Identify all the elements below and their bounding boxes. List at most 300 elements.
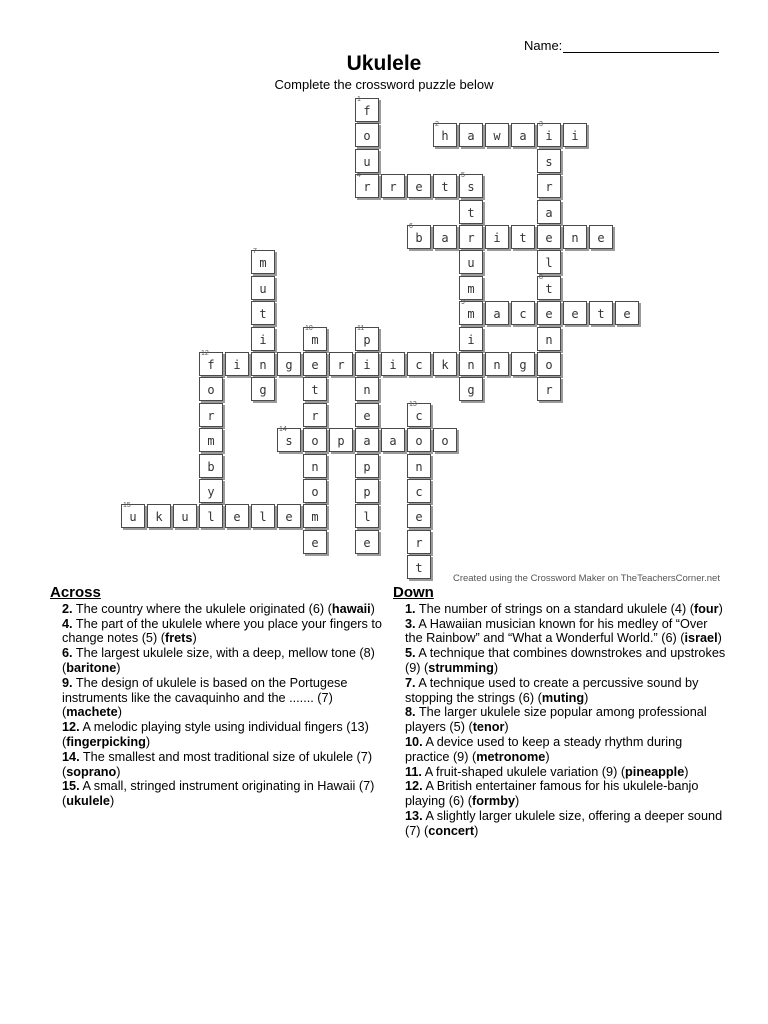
cell-letter: t <box>415 561 423 576</box>
crossword-cell[interactable] <box>355 530 379 554</box>
cell-letter: e <box>571 307 579 322</box>
clue-answer: baritone <box>66 660 117 675</box>
cell-letter: e <box>415 510 423 525</box>
down-clues <box>393 586 728 839</box>
cell-letter: l <box>259 510 267 525</box>
crossword-cell[interactable] <box>277 504 301 528</box>
clue-item <box>50 602 385 617</box>
cell-letter: l <box>545 256 553 271</box>
clue-item <box>393 765 728 780</box>
clue-number-label: 7 <box>253 248 257 256</box>
clue-close-paren: ) <box>515 794 520 809</box>
crossword-cell[interactable] <box>303 530 327 554</box>
cell-letter: t <box>519 231 527 245</box>
clue-number: 11. <box>405 764 422 779</box>
cell-letter: g <box>467 383 475 398</box>
cell-letter: c <box>415 358 423 372</box>
crossword-cell[interactable] <box>407 479 431 503</box>
crossword-cell[interactable] <box>277 352 301 376</box>
cell-letter: t <box>467 205 475 220</box>
cell-letter: t <box>597 307 605 322</box>
crossword-cell[interactable] <box>537 200 561 224</box>
clue-number: 6. <box>62 646 73 661</box>
clue-text: The design of ukulele is based on the Portugese instruments like the cavaquinho and the ....... (7) ( <box>62 675 348 720</box>
crossword-cell[interactable] <box>199 504 223 528</box>
clue-item <box>393 617 728 647</box>
clue-close-paren: ) <box>584 690 589 705</box>
crossword-cell[interactable] <box>303 479 327 503</box>
cell-letter: a <box>545 205 553 220</box>
cell-letter: r <box>337 358 345 372</box>
crossword-cell[interactable] <box>615 301 639 325</box>
cell-letter: g <box>285 358 293 372</box>
clue-number-label: 2 <box>435 121 439 129</box>
cell-letter: o <box>415 434 423 449</box>
clue-text: The country where the ukulele originated (6) ( <box>72 601 332 616</box>
clue-number: 12. <box>405 779 423 794</box>
clue-item <box>393 779 728 809</box>
crossword-cell[interactable] <box>381 174 405 198</box>
crossword-cell[interactable] <box>485 352 509 376</box>
crossword-cell[interactable] <box>537 123 561 147</box>
crossword-cell[interactable] <box>303 324 327 351</box>
clue-item <box>393 646 728 676</box>
crossword-cell[interactable] <box>485 123 509 147</box>
crossword-cell[interactable] <box>459 301 483 325</box>
page-title: Ukulele <box>346 52 422 75</box>
crossword-cell[interactable] <box>537 149 561 173</box>
clue-answer: machete <box>66 705 118 720</box>
cell-letter: o <box>545 358 553 372</box>
cell-letter: a <box>493 307 501 322</box>
crossword-cell[interactable] <box>251 327 275 351</box>
cell-letter: e <box>285 510 293 525</box>
crossword-cell[interactable] <box>407 530 431 554</box>
cell-letter: p <box>337 434 345 449</box>
crossword-cell[interactable] <box>433 123 457 147</box>
cell-letter: e <box>545 231 553 245</box>
clue-answer: frets <box>164 631 193 646</box>
cell-letter: n <box>259 358 267 372</box>
clue-answer: metronome <box>476 749 546 764</box>
cell-letter: m <box>207 434 215 449</box>
cell-letter: o <box>311 485 319 499</box>
cell-letter: h <box>441 129 449 144</box>
cell-letter: o <box>363 129 371 144</box>
clue-answer: ukulele <box>66 794 110 809</box>
cell-letter: r <box>545 383 553 398</box>
crossword-cell[interactable] <box>355 428 379 452</box>
clue-answer: pineapple <box>625 764 685 779</box>
cell-letter: e <box>363 408 371 423</box>
cell-letter: n <box>545 332 553 347</box>
clue-text: A technique that combines downstrokes and upstrokes (9) ( <box>405 646 726 675</box>
clue-number-label: 8 <box>539 273 543 281</box>
cell-letter: e <box>311 535 319 550</box>
clue-number-label: 15 <box>123 502 131 510</box>
crossword-cell[interactable] <box>355 403 379 427</box>
clue-item <box>393 676 728 706</box>
cell-letter: n <box>415 459 423 474</box>
clue-text: A slightly larger ukulele size, offering a deeper sound (7) ( <box>405 808 723 838</box>
cell-letter: m <box>259 256 267 271</box>
clue-text: A melodic playing style using individual fingers (13) ( <box>62 720 369 749</box>
crossword-cell[interactable] <box>537 327 561 351</box>
crossword-cell[interactable] <box>355 352 379 376</box>
cell-letter: a <box>363 434 371 449</box>
clue-item <box>50 617 385 647</box>
crossword-cell[interactable] <box>485 225 509 249</box>
crossword-cell[interactable] <box>199 352 223 376</box>
crossword-cell[interactable] <box>407 504 431 528</box>
crossword-cell[interactable] <box>407 555 431 579</box>
cell-letter: i <box>545 129 553 144</box>
crossword-cell[interactable] <box>355 504 379 528</box>
crossword-cell[interactable] <box>537 174 561 198</box>
clue-text: A fruit-shaped ukulele variation (9) ( <box>421 764 626 779</box>
clue-close-paren: ) <box>109 794 115 809</box>
clue-answer: soprano <box>66 764 117 779</box>
cell-letter: e <box>415 180 423 195</box>
clue-item <box>393 705 728 735</box>
crossword-cell[interactable] <box>589 301 613 325</box>
crossword-cell[interactable] <box>563 225 587 249</box>
crossword-cell[interactable] <box>459 327 483 351</box>
crossword-cell[interactable] <box>511 301 535 325</box>
across-clues <box>50 586 385 809</box>
cell-letter: i <box>363 358 371 372</box>
cell-letter: u <box>363 154 371 169</box>
crossword-cell[interactable] <box>459 225 483 249</box>
crossword-cell[interactable] <box>459 174 483 198</box>
clue-text: The part of the ukulele where you place your fingers to change notes (5) ( <box>62 616 382 646</box>
clue-number-label: 10 <box>305 324 313 332</box>
cell-letter: r <box>545 180 553 195</box>
clue-number: 5. <box>405 646 416 661</box>
cell-letter: a <box>441 231 449 245</box>
clue-item <box>393 735 728 765</box>
cell-letter: m <box>467 281 475 296</box>
crossword-cell[interactable] <box>537 273 561 300</box>
crossword-cell[interactable] <box>303 504 327 528</box>
clue-number-label: 12 <box>201 350 209 357</box>
cell-letter: b <box>415 231 423 245</box>
cell-letter: r <box>389 180 397 195</box>
name-label: Name: <box>524 38 563 53</box>
clue-number: 13. <box>405 808 423 823</box>
clue-answer: fingerpicking <box>66 734 146 749</box>
cell-letter: i <box>259 332 267 347</box>
crossword-cell[interactable] <box>329 352 353 376</box>
crossword-cell[interactable] <box>537 225 561 249</box>
clue-answer: israel <box>684 631 718 646</box>
clue-number-label: 14 <box>279 426 287 434</box>
clue-close-paren: ) <box>116 764 121 779</box>
cell-letter: o <box>311 434 319 449</box>
crossword-cell[interactable] <box>433 225 457 249</box>
crossword-cell[interactable] <box>355 123 379 147</box>
crossword-cell[interactable] <box>511 225 535 249</box>
crossword-cell[interactable] <box>511 352 535 376</box>
clue-close-paren: ) <box>718 601 723 616</box>
cell-letter: p <box>363 459 371 474</box>
clue-number-label: 4 <box>357 172 361 180</box>
clue-answer: tenor <box>472 720 505 735</box>
clue-number-label: 11 <box>357 324 365 332</box>
cell-letter: m <box>467 307 475 322</box>
crossword-cell[interactable] <box>251 250 275 274</box>
crossword-cell[interactable] <box>537 301 561 325</box>
cell-letter: i <box>467 332 475 347</box>
cell-letter: u <box>129 510 137 525</box>
clue-item <box>50 646 385 676</box>
clue-number-label: 9 <box>461 299 465 307</box>
clue-answer: muting <box>541 690 585 705</box>
clue-answer: hawaii <box>331 601 371 616</box>
clue-item <box>50 750 385 780</box>
cell-letter: f <box>363 104 371 118</box>
crossword-cell[interactable] <box>121 504 145 528</box>
cell-letter: r <box>415 535 423 550</box>
crossword-cell[interactable] <box>381 352 405 376</box>
down-clue-list <box>393 602 728 839</box>
crossword-cell[interactable] <box>355 324 379 351</box>
cell-letter: o <box>207 383 215 398</box>
cell-letter: r <box>207 408 215 423</box>
crossword-cell[interactable] <box>199 454 223 478</box>
cell-letter: g <box>259 383 267 398</box>
clue-number-label: 6 <box>409 223 413 230</box>
cell-letter: p <box>363 332 371 347</box>
crossword-cell[interactable] <box>355 98 379 122</box>
clue-number: 15. <box>62 779 80 794</box>
clue-answer: formby <box>472 794 515 809</box>
crossword-cell[interactable] <box>225 504 249 528</box>
clue-number-label: 3 <box>539 121 543 129</box>
clue-close-paren: ) <box>192 631 197 646</box>
cell-letter: f <box>207 358 215 372</box>
clue-text: A small, stringed instrument originating in Hawaii (7) ( <box>62 779 375 809</box>
crossword-cell[interactable] <box>303 352 327 376</box>
crossword-cell[interactable] <box>589 225 613 249</box>
clue-number: 8. <box>405 705 416 720</box>
cell-letter: o <box>441 434 449 449</box>
cell-letter: a <box>467 129 475 144</box>
cell-letter: t <box>311 383 319 398</box>
cell-letter: e <box>623 307 631 322</box>
clue-item <box>50 720 385 750</box>
cell-letter: m <box>311 332 319 347</box>
crossword-cell[interactable] <box>459 377 483 401</box>
across-heading: Across <box>50 584 101 601</box>
cell-letter: r <box>311 408 319 423</box>
crossword-cell[interactable] <box>433 428 457 452</box>
cell-letter: y <box>207 485 215 499</box>
crossword-cell[interactable] <box>303 428 327 452</box>
cell-letter: u <box>181 510 189 525</box>
cell-letter: u <box>467 256 475 271</box>
down-heading: Down <box>393 584 434 601</box>
cell-letter: c <box>415 408 423 423</box>
cell-letter: c <box>519 307 527 322</box>
cell-letter: s <box>467 180 475 195</box>
crossword-cell[interactable] <box>511 123 535 147</box>
clue-number: 9. <box>62 675 73 690</box>
clue-text: The larger ukulele size popular among professional players (5) ( <box>405 705 707 735</box>
cell-letter: t <box>441 180 449 195</box>
clue-close-paren: ) <box>493 660 499 675</box>
clue-text: The largest ukulele size, with a deep, mellow tone (8) ( <box>62 646 375 675</box>
cell-letter: n <box>363 383 371 398</box>
cell-letter: g <box>519 358 527 372</box>
cell-letter: i <box>493 231 501 245</box>
cell-letter: i <box>571 129 579 144</box>
cell-letter: n <box>493 358 501 372</box>
credit-text: Created using the Crossword Maker on TheTeachersCorner.net <box>452 573 720 584</box>
clue-text: A Hawaiian musician known for his medley of “Over the Rainbow” and “What a Wonderful World.” (6) ( <box>405 616 708 646</box>
cell-letter: l <box>207 510 215 525</box>
cell-letter: b <box>207 459 215 474</box>
crossword-cell[interactable] <box>303 454 327 478</box>
crossword-cell[interactable] <box>251 377 275 401</box>
cell-letter: n <box>571 231 579 245</box>
crossword-cell[interactable] <box>433 174 457 198</box>
cell-letter: c <box>415 485 423 499</box>
cell-letter: l <box>363 510 371 525</box>
clue-number-label: 1 <box>357 96 361 103</box>
crossword-cell[interactable] <box>433 352 457 376</box>
clue-close-paren: ) <box>117 705 122 720</box>
crossword-cell[interactable] <box>407 454 431 478</box>
cell-letter: e <box>233 510 241 525</box>
clue-number: 2. <box>62 601 73 616</box>
cell-letter: u <box>259 281 267 296</box>
crossword-cell[interactable] <box>251 276 275 300</box>
clue-number: 10. <box>405 734 423 749</box>
crossword-cell[interactable] <box>381 428 405 452</box>
clue-number: 7. <box>405 675 416 690</box>
cell-letter: t <box>259 307 267 322</box>
cell-letter: e <box>311 358 319 372</box>
crossword-cell[interactable] <box>303 377 327 401</box>
clue-number: 14. <box>62 749 80 764</box>
crossword-cell[interactable] <box>277 428 301 452</box>
crossword-cell[interactable] <box>251 301 275 325</box>
crossword-cell[interactable] <box>537 352 561 376</box>
clue-item <box>50 779 385 809</box>
crossword-cell[interactable] <box>303 403 327 427</box>
crossword-cell[interactable] <box>355 454 379 478</box>
crossword-cell[interactable] <box>251 352 275 376</box>
cell-letter: r <box>363 180 371 195</box>
cell-letter: w <box>493 129 501 144</box>
cell-letter: n <box>311 459 319 474</box>
cell-letter: r <box>467 231 475 245</box>
cell-letter: e <box>363 535 371 550</box>
crossword-cell[interactable] <box>355 174 379 198</box>
crossword-cell[interactable] <box>355 377 379 401</box>
clue-text: The number of strings on a standard ukulele (4) ( <box>415 601 694 616</box>
clue-text: A technique used to create a percussive sound by stopping the strings (6) ( <box>405 675 699 705</box>
crossword-cell[interactable] <box>485 301 509 325</box>
cell-letter: s <box>545 154 553 169</box>
clue-text: A device used to keep a steady rhythm during practice (9) ( <box>405 734 683 764</box>
clue-close-paren: ) <box>684 764 689 779</box>
crossword-cell[interactable] <box>407 174 431 198</box>
clue-close-paren: ) <box>717 631 722 646</box>
crossword-cell[interactable] <box>329 428 353 452</box>
clue-text: The smallest and most traditional size of ukulele (7) ( <box>62 749 373 779</box>
clue-text: A British entertainer famous for his ukulele-banjo playing (6) ( <box>405 779 699 809</box>
crossword-cell[interactable] <box>199 428 223 452</box>
clue-item <box>393 602 728 617</box>
crossword-cell[interactable] <box>199 479 223 503</box>
clue-answer: four <box>693 601 719 616</box>
cell-letter: t <box>545 281 553 296</box>
crossword-cell[interactable] <box>147 504 171 528</box>
cell-letter: m <box>311 510 319 525</box>
clue-close-paren: ) <box>370 601 375 616</box>
clue-item <box>50 676 385 720</box>
cell-letter: i <box>389 358 397 372</box>
across-clue-list <box>50 602 385 809</box>
clue-close-paren: ) <box>145 734 151 749</box>
cell-letter: n <box>467 358 475 372</box>
clue-answer: concert <box>428 823 475 838</box>
crossword-cell[interactable] <box>407 428 431 452</box>
page-subtitle: Complete the crossword puzzle below <box>274 77 494 92</box>
clue-close-paren: ) <box>116 660 121 675</box>
cell-letter: e <box>597 231 605 245</box>
cell-letter: i <box>233 358 241 372</box>
crossword-cell[interactable] <box>563 301 587 325</box>
clue-number: 4. <box>62 616 73 631</box>
crossword-cell[interactable] <box>173 504 197 528</box>
cell-letter: k <box>155 510 163 525</box>
crossword-cell[interactable] <box>537 377 561 401</box>
crossword-cell[interactable] <box>225 352 249 376</box>
clue-number: 3. <box>405 616 416 631</box>
cell-letter: a <box>389 434 397 449</box>
clue-number-label: 5 <box>461 172 465 180</box>
cell-letter: e <box>545 307 553 322</box>
crossword-cell[interactable] <box>459 250 483 274</box>
cell-letter: a <box>519 129 527 144</box>
clue-close-paren: ) <box>474 823 479 838</box>
clue-number: 12. <box>62 720 80 735</box>
clue-close-paren: ) <box>504 720 509 735</box>
crossword-cell[interactable] <box>407 225 431 249</box>
clue-number: 1. <box>405 601 416 616</box>
clue-answer: strumming <box>428 660 494 675</box>
crossword-cell[interactable] <box>459 123 483 147</box>
crossword-cell[interactable] <box>459 352 483 376</box>
crossword-cell[interactable] <box>199 377 223 401</box>
cell-letter: s <box>285 434 293 449</box>
clue-number-label: 13 <box>409 400 417 408</box>
cell-letter: k <box>441 358 449 372</box>
crossword-cell[interactable] <box>251 504 275 528</box>
crossword-cell[interactable] <box>459 200 483 224</box>
clue-item <box>393 809 728 839</box>
crossword-cell[interactable] <box>563 123 587 147</box>
crossword-cell[interactable] <box>407 400 431 427</box>
clue-close-paren: ) <box>545 749 550 764</box>
crossword-cell[interactable] <box>199 403 223 427</box>
cell-letter: p <box>363 485 371 499</box>
crossword-cell[interactable] <box>407 352 431 376</box>
crossword-cell[interactable] <box>355 479 379 503</box>
